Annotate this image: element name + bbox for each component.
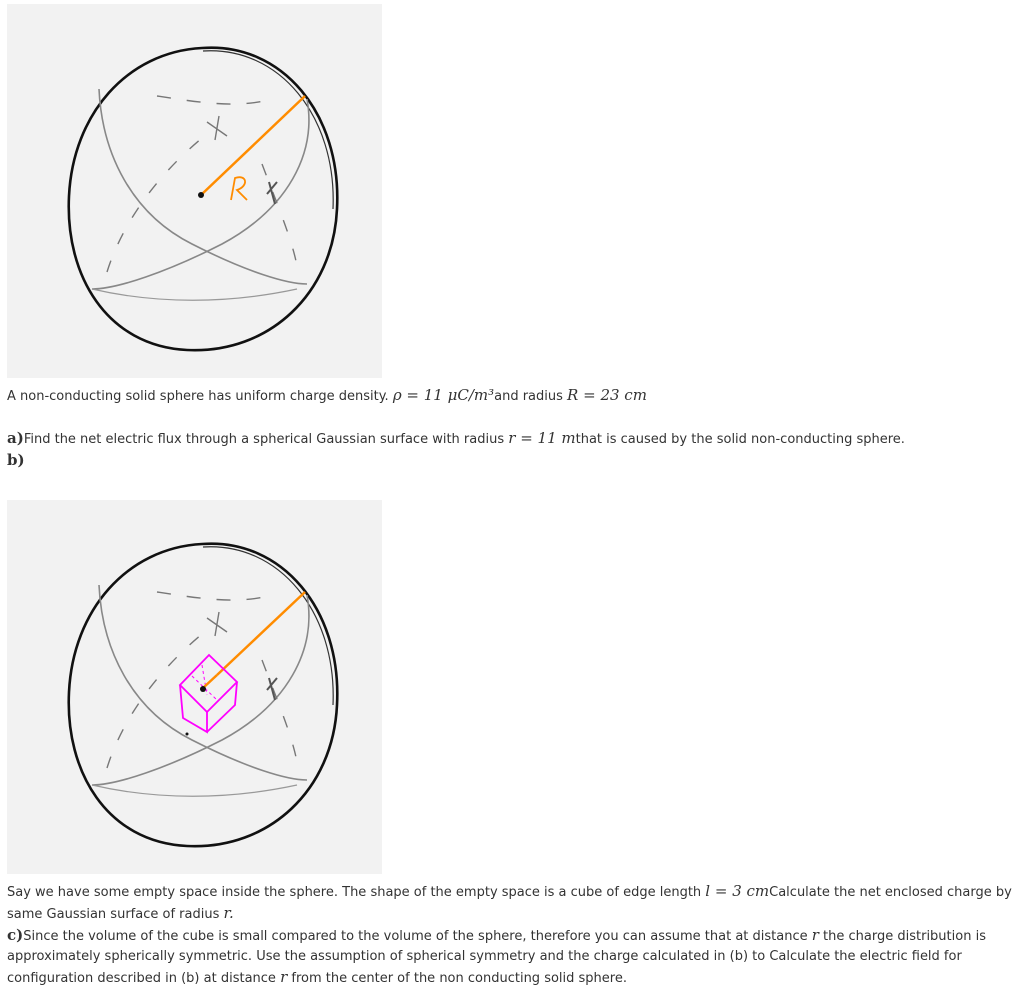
part-b-label: b) [7,451,25,469]
gaussian-radius-expression: r = 11 m [508,429,576,447]
dashed-curve [107,630,207,768]
dashed-curve [157,96,272,104]
sphere-outline [69,544,338,847]
cavity-line-2 [7,903,1017,925]
r-variable: r [280,968,288,986]
part-c-line-3-before: configuration described in (b) at distance [7,971,281,986]
part-c-line-2-text: approximately spherically symmetric. Use the assumption of spherical symmetry and the charge calculated in (b) to Calculate the electric field for [7,949,962,964]
part-c-label: c) [7,926,24,944]
part-c-text-before: Since the volume of the cube is small compared to the volume of the sphere, therefore you can assume that at distance [23,929,812,944]
part-a-text-after: that is caused by the solid non-conducting sphere. [575,432,905,447]
meridian-curve [99,585,307,780]
center-dot [198,192,204,198]
cavity-line-2-text: same Gaussian surface of radius [7,907,224,922]
sphere-figure-2 [7,500,382,874]
rho-expression: ρ = 11 μC/m³ [392,386,495,404]
cavity-paragraph [7,881,1017,925]
dashed-curve [107,134,207,272]
sphere-outline [69,48,338,351]
dashed-curve [157,592,272,600]
part-b-line [7,450,25,472]
part-c-line-1 [7,925,1017,947]
center-dot [200,686,206,692]
meridian-curve [99,89,307,284]
cavity-line-1 [7,881,1017,903]
radius-expression: R = 23 cm [567,386,647,404]
part-a-label: a) [7,429,24,447]
cube-cavity [180,655,237,732]
intro-line [7,385,647,407]
sphere-drawing-2 [7,500,382,874]
radius-line [201,96,305,195]
and-radius-text: and radius [494,389,568,404]
part-a-line [7,428,905,450]
cavity-text-after: Calculate the net enclosed charge by [769,885,1012,900]
r-variable: r. [223,904,234,922]
r-variable: r [811,926,819,944]
part-c-text-after: the charge distribution is [823,929,986,944]
cavity-text-before: Say we have some empty space inside the sphere. The shape of the empty space is a cube of edge length [7,885,706,900]
edge-length-expression: l = 3 cm [705,882,770,900]
sphere-figure-1 [7,4,382,378]
sphere-drawing-1 [7,4,382,378]
intro-text: A non-conducting solid sphere has uniform charge density. [7,389,393,404]
part-c-line-3 [7,967,1017,989]
part-c-line-2 [7,947,1017,967]
part-c-line-3-after: from the center of the non conducting solid sphere. [291,971,627,986]
radius-label-R [231,177,247,200]
part-c-paragraph [7,925,1017,989]
radius-line [217,592,305,675]
part-a-text-before: Find the net electric flux through a spherical Gaussian surface with radius [23,432,509,447]
